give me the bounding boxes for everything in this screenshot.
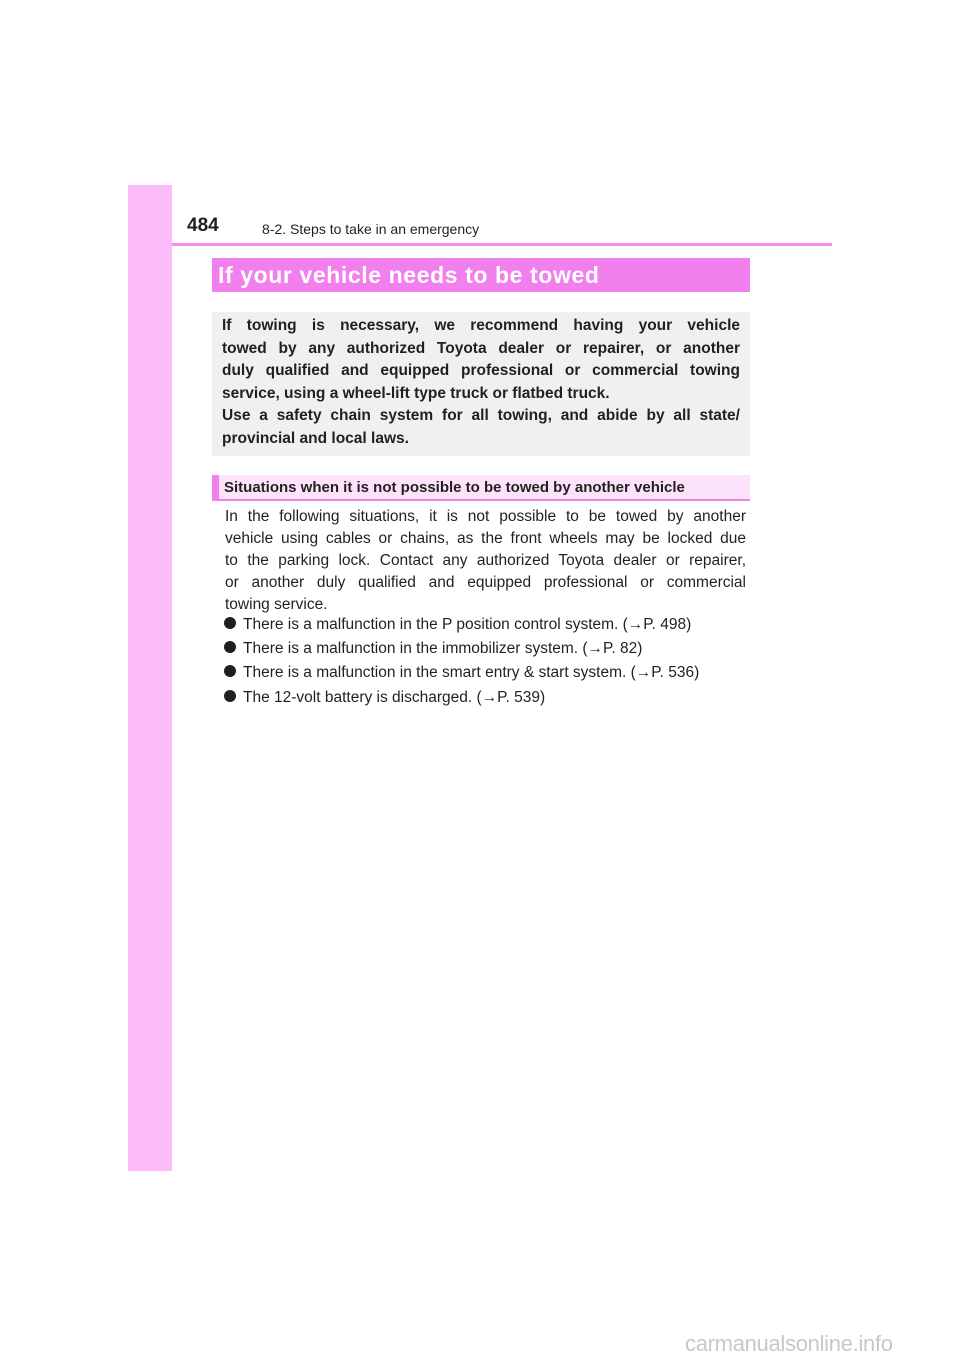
header-rule bbox=[172, 243, 832, 246]
page-title-bar bbox=[212, 258, 750, 292]
summary-line: If towing is necessary, we recommend having your vehicle bbox=[222, 317, 740, 334]
bullet-dot-icon bbox=[224, 641, 236, 653]
summary-line: Use a safety chain system for all towing, and abide by all state/ bbox=[222, 407, 740, 424]
list-item-text: There is a malfunction in the immobilizer system. (→P. 82) bbox=[243, 640, 643, 658]
list-item bbox=[224, 664, 754, 688]
list-item bbox=[224, 640, 754, 664]
side-color-strip bbox=[128, 185, 172, 1171]
bullet-list bbox=[224, 616, 754, 713]
summary-line: provincial and local laws. bbox=[222, 429, 409, 447]
subsection-heading-bar bbox=[212, 475, 750, 501]
summary-line: duly qualified and equipped professional or commercial towing bbox=[222, 362, 740, 379]
subsection-paragraph bbox=[225, 506, 746, 616]
paragraph-line: to the parking lock. Contact any authorized Toyota dealer or repairer, bbox=[225, 552, 746, 569]
paragraph-line: or another duly qualified and equipped professional or commercial bbox=[225, 574, 746, 591]
watermark: carmanualsonline.info bbox=[685, 1331, 893, 1356]
paragraph-line: towing service. bbox=[225, 596, 328, 613]
bullet-dot-icon bbox=[224, 665, 236, 677]
list-item-text: The 12-volt battery is discharged. (→P. 539) bbox=[243, 688, 546, 706]
summary-box bbox=[212, 312, 750, 456]
list-item bbox=[224, 689, 754, 713]
list-item-text: There is a malfunction in the P position control system. (→P. 498) bbox=[243, 616, 692, 633]
list-item-text: There is a malfunction in the smart entry & start system. (→P. 536) bbox=[243, 664, 700, 682]
summary-line: towed by any authorized Toyota dealer or repairer, or another bbox=[222, 339, 740, 357]
list-item bbox=[224, 616, 754, 640]
summary-line: service, using a wheel-lift type truck or flatbed truck. bbox=[222, 384, 610, 402]
page-title: If your vehicle needs to be towed bbox=[218, 261, 600, 288]
subsection-heading: Situations when it is not possible to be towed by another vehicle bbox=[224, 478, 685, 496]
bullet-dot-icon bbox=[224, 690, 236, 702]
bullet-dot-icon bbox=[224, 617, 236, 629]
section-label: 8-2. Steps to take in an emergency bbox=[262, 221, 480, 237]
paragraph-line: vehicle using cables or chains, as the front wheels may be locked due bbox=[225, 530, 746, 547]
paragraph-line: In the following situations, it is not possible to be towed by another bbox=[225, 508, 746, 525]
page-number: 484 bbox=[187, 215, 219, 236]
